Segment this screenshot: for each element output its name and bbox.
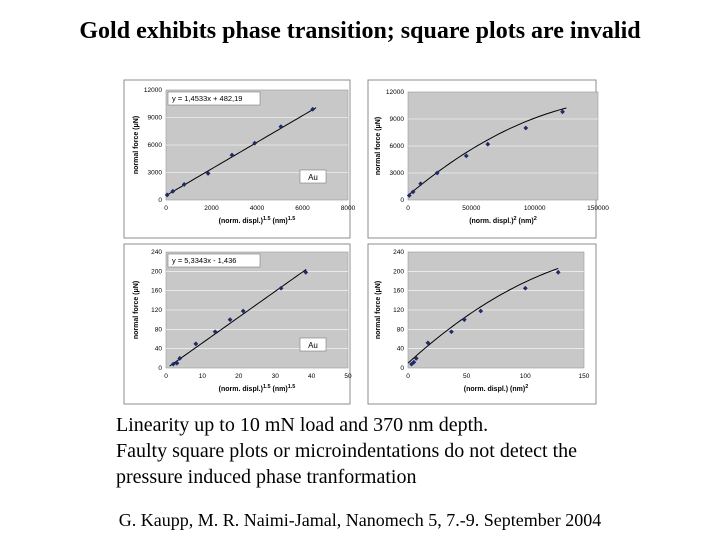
body-line: pressure induced phase tranformation (116, 466, 417, 488)
x-axis-label: (norm. displ.)$^{1.5}$ (nm)$^{1.5}$ (218, 216, 296, 225)
x-axis-label: (norm. displ.) (nm)$^2$ (463, 384, 529, 393)
y-tick-label: 160 (393, 287, 404, 295)
y-tick-label: 240 (393, 249, 404, 256)
y-tick-label: 9000 (147, 114, 162, 122)
x-tick-label: 50 (344, 373, 352, 380)
y-tick-label: 6000 (147, 142, 162, 149)
x-tick-label: 150000 (587, 205, 609, 212)
y-axis-label: normal force (μN) (133, 115, 140, 175)
x-tick-label: 30 (271, 373, 279, 380)
y-tick-label: 9000 (389, 116, 404, 123)
y-tick-label: 6000 (389, 143, 404, 150)
x-tick-label: 0 (406, 373, 410, 380)
material-label-box (300, 170, 326, 183)
x-axis-label: (norm. displ.)$^2$ (nm)$^2$ (469, 216, 537, 225)
chart-panel-1 (124, 80, 356, 238)
y-tick-label: 3000 (147, 169, 162, 177)
chart-panel-4 (368, 244, 596, 404)
y-tick-label: 0 (400, 365, 404, 372)
x-axis-label: (norm. displ.)$^{1.5}$ (nm)$^{1.5}$ (218, 384, 296, 393)
x-tick-label: 6000 (295, 205, 310, 212)
y-axis-label: normal force (μN) (133, 280, 140, 340)
slide-title: Gold exhibits phase transition; square plots are invalid (79, 18, 641, 44)
x-tick-label: 0 (406, 205, 410, 212)
y-tick-label: 80 (396, 326, 404, 334)
y-tick-label: 120 (151, 307, 162, 314)
equation-box (168, 92, 260, 105)
x-tick-label: 20 (235, 373, 243, 380)
equation-label: y = 5,3343x - 1,436 (172, 256, 237, 265)
y-tick-label: 240 (151, 249, 162, 256)
y-tick-label: 12000 (143, 87, 162, 94)
x-tick-label: 4000 (249, 205, 265, 212)
material-label: Au (308, 173, 318, 182)
y-tick-label: 80 (154, 326, 162, 334)
x-tick-label: 50 (463, 373, 471, 380)
x-tick-label: 100 (519, 373, 531, 380)
y-tick-label: 120 (393, 307, 404, 314)
y-axis-label: normal force (μN) (375, 116, 382, 176)
chart-panel-3 (124, 244, 352, 404)
y-tick-label: 12000 (385, 89, 404, 96)
y-tick-label: 40 (154, 345, 162, 353)
x-tick-label: 40 (307, 373, 316, 380)
material-label: Au (308, 341, 318, 350)
x-tick-label: 2000 (204, 205, 219, 212)
y-tick-label: 3000 (389, 170, 404, 177)
y-tick-label: 160 (151, 287, 162, 295)
body-line: Linearity up to 10 mN load and 370 nm depth. (116, 414, 489, 436)
x-tick-label: 10 (198, 373, 207, 380)
y-tick-label: 0 (400, 197, 404, 204)
x-tick-label: 0 (164, 205, 168, 212)
y-axis-label: normal force (μN) (375, 280, 382, 340)
equation-box (168, 254, 260, 267)
slide-body (116, 412, 577, 490)
citation: G. Kaupp, M. R. Naimi-Jamal, Nanomech 5, 7.-9. September 2004 (118, 510, 602, 530)
y-tick-label: 0 (158, 365, 162, 372)
body-line: Faulty square plots or microindentations do not detect the (116, 440, 578, 462)
material-label-box (300, 338, 326, 351)
x-tick-label: 0 (164, 373, 168, 380)
chart-panel-2 (368, 80, 609, 238)
x-tick-label: 150 (578, 373, 590, 380)
figure-panel (120, 78, 609, 408)
x-tick-label: 8000 (340, 205, 356, 212)
y-tick-label: 40 (396, 345, 404, 353)
x-tick-label: 100000 (523, 205, 546, 212)
y-tick-label: 200 (151, 268, 162, 276)
y-tick-label: 200 (393, 268, 404, 276)
x-tick-label: 50000 (462, 205, 481, 212)
y-tick-label: 0 (158, 197, 162, 204)
equation-label: y = 1,4533x + 482,19 (172, 94, 243, 103)
